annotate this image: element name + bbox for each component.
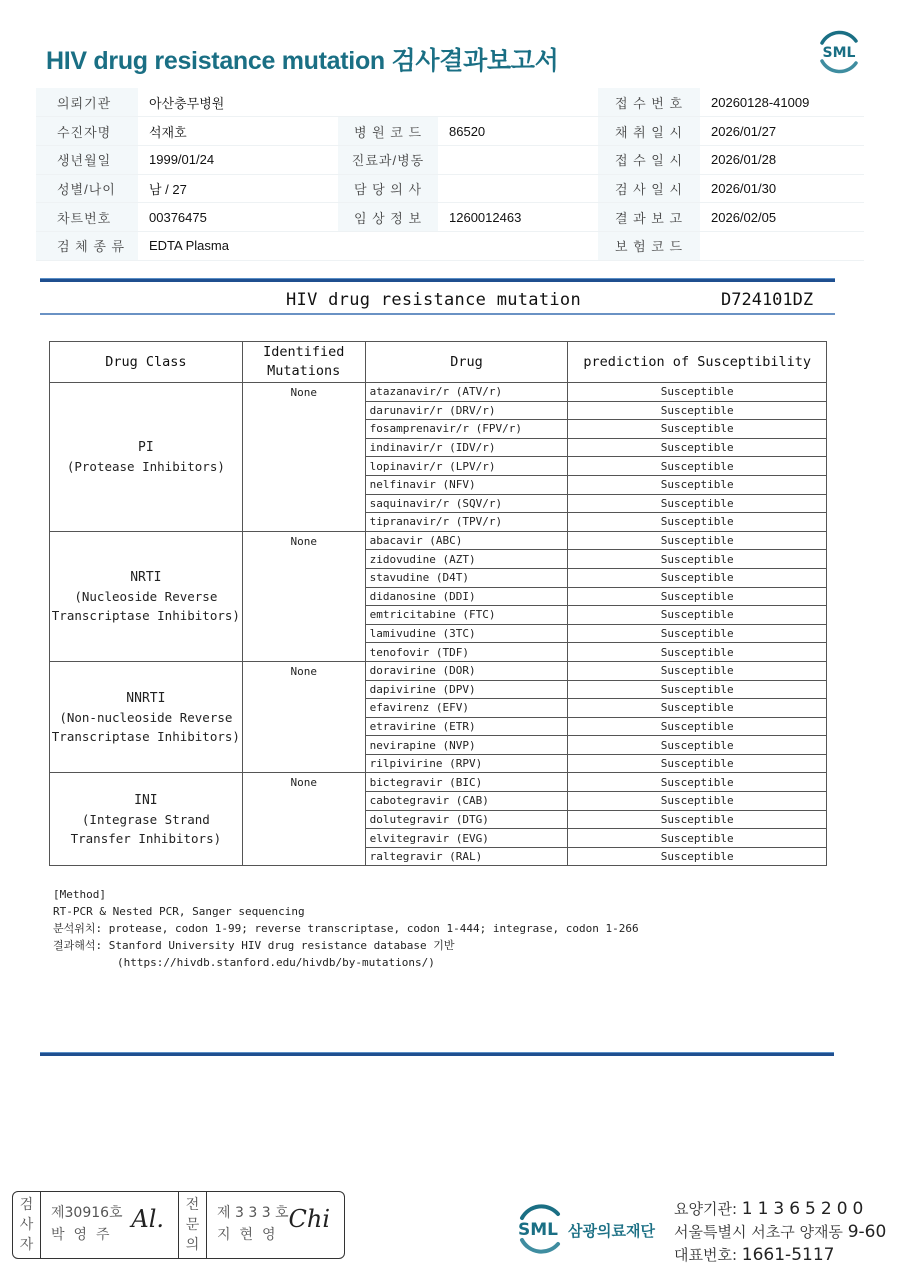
info-label: 보 험 코 드 <box>598 231 700 260</box>
identified-mutations-cell: None <box>242 661 365 773</box>
examiner-label-char: 사 <box>19 1217 34 1233</box>
method-technique: RT-PCR & Nested PCR, Sanger sequencing <box>53 905 305 918</box>
info-label: 채 취 일 시 <box>598 117 700 146</box>
info-value <box>438 231 598 260</box>
drug-row <box>50 661 827 680</box>
info-value: 2026/02/05 <box>700 203 864 232</box>
drug-name-cell: dapivirine (DPV) <box>365 680 568 699</box>
footer-info <box>674 1198 886 1267</box>
drug-name-cell: cabotegravir (CAB) <box>365 792 568 811</box>
drug-class-abbrev: NRTI <box>130 569 162 585</box>
drug-row <box>50 531 827 550</box>
drug-class-abbrev: PI <box>138 439 154 455</box>
header-prediction: prediction of Susceptibility <box>568 342 827 383</box>
signature-box <box>12 1191 345 1259</box>
susceptibility-cell: Susceptible <box>568 383 827 402</box>
footer-org-name: 삼광의료재단 <box>568 1222 655 1240</box>
drug-name-cell: darunavir/r (DRV/r) <box>365 401 568 420</box>
drug-name-cell: indinavir/r (IDV/r) <box>365 438 568 457</box>
info-label: 결 과 보 고 <box>598 203 700 232</box>
section-rule-top <box>40 278 835 282</box>
specialist-license: 제 3 3 3 호 <box>217 1205 289 1221</box>
drug-name-cell: nelfinavir (NFV) <box>365 475 568 494</box>
info-value: 00376475 <box>138 203 338 232</box>
examiner-label-char: 자 <box>19 1237 34 1253</box>
drug-name-cell: raltegravir (RAL) <box>365 847 568 866</box>
drug-row <box>50 773 827 792</box>
susceptibility-cell: Susceptible <box>568 717 827 736</box>
drug-name-cell: bictegravir (BIC) <box>365 773 568 792</box>
drug-class-description: (Integrase Strand <box>81 811 210 827</box>
specialist-label-char: 문 <box>185 1217 200 1233</box>
susceptibility-cell: Susceptible <box>568 457 827 476</box>
drug-class-abbrev: INI <box>134 792 158 808</box>
test-code: D724101DZ <box>721 290 814 310</box>
address-text: 서울특별시 서초구 양재동 <box>674 1223 843 1241</box>
info-value: 2026/01/30 <box>700 174 864 203</box>
specialist-cell <box>207 1192 344 1258</box>
susceptibility-cell: Susceptible <box>568 810 827 829</box>
drug-name-cell: saquinavir/r (SQV/r) <box>365 494 568 513</box>
footer-institution <box>674 1198 886 1221</box>
susceptibility-cell: Susceptible <box>568 680 827 699</box>
info-value: 2026/01/28 <box>700 145 864 174</box>
drug-class-description: Transcriptase Inhibitors) <box>51 728 240 744</box>
susceptibility-cell: Susceptible <box>568 643 827 662</box>
susceptibility-cell: Susceptible <box>568 568 827 587</box>
identified-mutations-cell: None <box>242 531 365 661</box>
institution-code: 11365200 <box>741 1199 869 1219</box>
info-label: 차트번호 <box>36 203 138 232</box>
footer-sml-logo-icon <box>510 1200 570 1258</box>
info-value: 86520 <box>438 117 598 146</box>
info-value: 20260128-41009 <box>700 88 864 117</box>
drug-name-cell: abacavir (ABC) <box>365 531 568 550</box>
sml-logo-icon <box>814 28 864 76</box>
info-label: 검 사 일 시 <box>598 174 700 203</box>
info-label: 진료과/병동 <box>338 145 438 174</box>
info-value: 1260012463 <box>438 203 598 232</box>
info-row <box>36 88 864 117</box>
drug-name-cell: fosamprenavir/r (FPV/r) <box>365 420 568 439</box>
info-row <box>36 145 864 174</box>
info-label: 병 원 코 드 <box>338 117 438 146</box>
header-identified-mutations-text: Identified Mutations <box>263 344 345 379</box>
footer-phone <box>674 1244 886 1267</box>
drug-name-cell: etravirine (ETR) <box>365 717 568 736</box>
susceptibility-cell: Susceptible <box>568 624 827 643</box>
examiner-label-char: 검 <box>19 1197 34 1213</box>
drug-class-cell <box>50 531 243 661</box>
susceptibility-cell: Susceptible <box>568 420 827 439</box>
info-label: 성별/나이 <box>36 174 138 203</box>
table-header-row <box>50 342 827 383</box>
info-label <box>338 88 438 117</box>
susceptibility-cell: Susceptible <box>568 550 827 569</box>
info-label: 임 상 정 보 <box>338 203 438 232</box>
header-identified-mutations <box>242 342 365 383</box>
identified-mutations-cell: None <box>242 383 365 532</box>
susceptibility-cell: Susceptible <box>568 773 827 792</box>
report-title: HIV drug resistance mutation 검사결과보고서 <box>46 47 559 75</box>
section-rule-mid <box>40 313 835 315</box>
analysis-label: 분석위치: <box>53 922 103 935</box>
info-value <box>438 145 598 174</box>
susceptibility-cell: Susceptible <box>568 847 827 866</box>
examiner-license: 제30916호 <box>51 1205 123 1221</box>
susceptibility-cell: Susceptible <box>568 513 827 532</box>
susceptibility-cell: Susceptible <box>568 829 827 848</box>
drug-name-cell: rilpivirine (RPV) <box>365 754 568 773</box>
section-title: HIV drug resistance mutation <box>286 290 581 310</box>
identified-mutations-cell: None <box>242 773 365 866</box>
drug-name-cell: lamivudine (3TC) <box>365 624 568 643</box>
specialist-label-char: 전 <box>185 1197 200 1213</box>
drug-name-cell: doravirine (DOR) <box>365 661 568 680</box>
interpretation-value: Stanford University HIV drug resistance database 기반 <box>108 939 455 952</box>
drug-name-cell: tipranavir/r (TPV/r) <box>365 513 568 532</box>
info-label: 접 수 일 시 <box>598 145 700 174</box>
info-label <box>338 231 438 260</box>
drug-resistance-table <box>49 341 827 866</box>
susceptibility-cell: Susceptible <box>568 606 827 625</box>
drug-class-description: (Protease Inhibitors) <box>66 458 225 474</box>
drug-class-abbrev: NNRTI <box>126 690 166 706</box>
info-value <box>438 174 598 203</box>
drug-name-cell: zidovudine (AZT) <box>365 550 568 569</box>
specialist-name: 지현영 <box>217 1227 285 1243</box>
method-section <box>53 886 639 971</box>
info-label: 접 수 번 호 <box>598 88 700 117</box>
susceptibility-cell: Susceptible <box>568 754 827 773</box>
susceptibility-cell: Susceptible <box>568 587 827 606</box>
drug-name-cell: efavirenz (EFV) <box>365 699 568 718</box>
drug-class-description: (Nucleoside Reverse <box>74 588 218 604</box>
info-value: 2026/01/27 <box>700 117 864 146</box>
specialist-signature: Chi <box>288 1205 330 1233</box>
examiner-name: 박영주 <box>51 1227 119 1243</box>
footer-address <box>674 1221 886 1244</box>
susceptibility-cell: Susceptible <box>568 475 827 494</box>
method-heading: [Method] <box>53 888 106 901</box>
header-drug-class: Drug Class <box>50 342 243 383</box>
info-row <box>36 231 864 260</box>
info-value: 1999/01/24 <box>138 145 338 174</box>
footer-logo-text: SML <box>518 1220 558 1240</box>
drug-class-description: Transcriptase Inhibitors) <box>51 607 240 623</box>
drug-row <box>50 383 827 402</box>
examiner-label <box>13 1192 41 1258</box>
info-label: 생년월일 <box>36 145 138 174</box>
method-interpretation <box>53 937 639 954</box>
interpretation-url: (https://hivdb.stanford.edu/hivdb/by-mutations/) <box>117 956 435 969</box>
info-value <box>438 88 598 117</box>
examiner-signature: Al. <box>131 1205 164 1233</box>
info-value <box>700 231 864 260</box>
susceptibility-cell: Susceptible <box>568 699 827 718</box>
info-row <box>36 117 864 146</box>
info-value: 아산충무병원 <box>138 88 338 117</box>
drug-name-cell: dolutegravir (DTG) <box>365 810 568 829</box>
analysis-value: protease, codon 1-99; reverse transcriptase, codon 1-444; integrase, codon 1-266 <box>108 922 639 935</box>
specialist-label-char: 의 <box>185 1237 200 1253</box>
susceptibility-cell: Susceptible <box>568 736 827 755</box>
drug-name-cell: elvitegravir (EVG) <box>365 829 568 848</box>
drug-name-cell: didanosine (DDI) <box>365 587 568 606</box>
patient-info-table <box>36 88 864 261</box>
susceptibility-cell: Susceptible <box>568 438 827 457</box>
susceptibility-cell: Susceptible <box>568 661 827 680</box>
info-label: 담 당 의 사 <box>338 174 438 203</box>
drug-name-cell: lopinavir/r (LPV/r) <box>365 457 568 476</box>
info-value: 석재호 <box>138 117 338 146</box>
info-value: EDTA Plasma <box>138 231 338 260</box>
method-analysis <box>53 920 639 937</box>
drug-class-description: Transfer Inhibitors) <box>70 830 222 846</box>
susceptibility-cell: Susceptible <box>568 531 827 550</box>
susceptibility-cell: Susceptible <box>568 792 827 811</box>
info-row <box>36 203 864 232</box>
drug-class-cell <box>50 661 243 773</box>
section-rule-bottom <box>40 1052 834 1056</box>
drug-name-cell: tenofovir (TDF) <box>365 643 568 662</box>
drug-name-cell: nevirapine (NVP) <box>365 736 568 755</box>
institution-label: 요양기관: <box>674 1200 738 1218</box>
drug-name-cell: stavudine (D4T) <box>365 568 568 587</box>
drug-class-cell <box>50 773 243 866</box>
sml-logo-text: SML <box>822 45 856 61</box>
interpretation-label: 결과해석: <box>53 939 103 952</box>
info-value: 남 / 27 <box>138 174 338 203</box>
drug-name-cell: atazanavir/r (ATV/r) <box>365 383 568 402</box>
info-label: 검 체 종 류 <box>36 231 138 260</box>
drug-name-cell: emtricitabine (FTC) <box>365 606 568 625</box>
phone-label: 대표번호: <box>674 1246 738 1264</box>
susceptibility-cell: Susceptible <box>568 401 827 420</box>
info-label: 수진자명 <box>36 117 138 146</box>
examiner-cell <box>41 1192 179 1258</box>
header-drug: Drug <box>365 342 568 383</box>
susceptibility-cell: Susceptible <box>568 494 827 513</box>
info-label: 의뢰기관 <box>36 88 138 117</box>
drug-class-cell <box>50 383 243 532</box>
info-row <box>36 174 864 203</box>
address-number: 9-60 <box>847 1222 887 1242</box>
drug-class-description: (Non-nucleoside Reverse <box>59 709 233 725</box>
phone-number: 1661-5117 <box>741 1245 835 1265</box>
specialist-label <box>179 1192 207 1258</box>
